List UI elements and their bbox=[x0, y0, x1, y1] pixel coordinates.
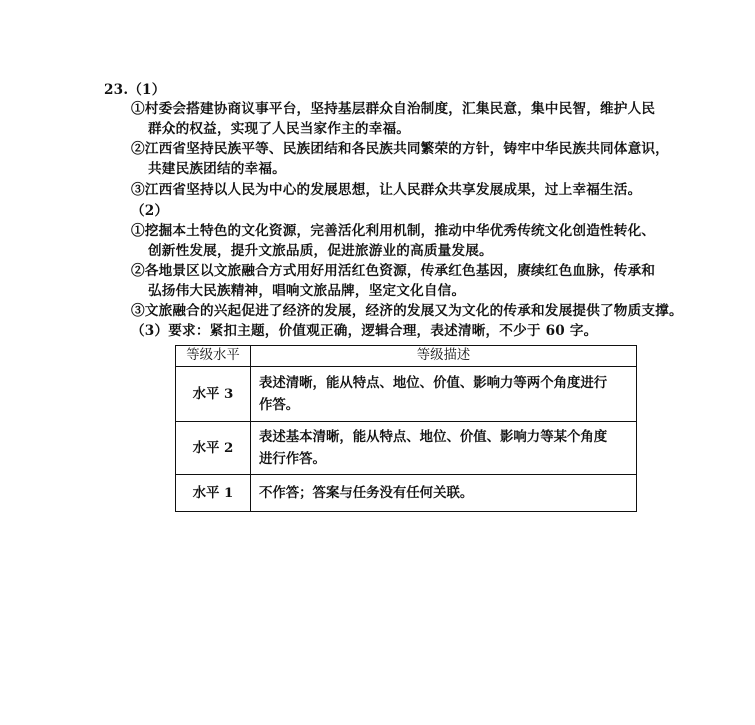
table-row bbox=[176, 422, 637, 475]
part1-item-2-line-2: 共建民族团结的幸福。 bbox=[148, 161, 286, 177]
question-header bbox=[104, 80, 166, 100]
description-line: 表述基本清晰，能从特点、地位、价值、影响力等某个角度 bbox=[259, 429, 608, 445]
header-description: 等级描述 bbox=[251, 346, 637, 367]
part2-item-1-line-2: 创新性发展，提升文旅品质，促进旅游业的高质量发展。 bbox=[148, 243, 493, 259]
part1-item-1-line-2: 群众的权益，实现了人民当家作主的幸福。 bbox=[148, 121, 411, 137]
header-level: 等级水平 bbox=[176, 346, 251, 367]
table-row bbox=[176, 367, 637, 422]
grading-table bbox=[175, 345, 637, 512]
level-cell: 水平 1 bbox=[176, 475, 251, 512]
part2-label: （2） bbox=[131, 203, 169, 219]
part2-item-2-line-1: ②各地景区以文旅融合方式用好用活红色资源，传承红色基因，赓续红色血脉，传承和 bbox=[131, 263, 656, 279]
part3-requirement: （3）要求：紧扣主题，价值观正确，逻辑合理，表述清晰，不少于 60 字。 bbox=[131, 323, 598, 339]
part1-item-1-line-1: ①村委会搭建协商议事平台，坚持基层群众自治制度，汇集民意，集中民智，维护人民 bbox=[131, 101, 656, 117]
part2-item-2-line-2: 弘扬伟大民族精神，唱响文旅品牌，坚定文化自信。 bbox=[148, 283, 466, 299]
description-line: 进行作答。 bbox=[259, 451, 326, 467]
table-row bbox=[176, 475, 637, 512]
description-line: 不作答；答案与任务没有任何关联。 bbox=[259, 485, 474, 501]
level-cell: 水平 3 bbox=[176, 367, 251, 422]
description-cell bbox=[251, 475, 637, 512]
description-line: 作答。 bbox=[259, 397, 300, 413]
part1-item-2-line-1: ②江西省坚持民族平等、民族团结和各民族共同繁荣的方针，铸牢中华民族共同体意识， bbox=[131, 141, 669, 157]
description-cell bbox=[251, 422, 637, 475]
description-line: 表述清晰，能从特点、地位、价值、影响力等两个角度进行 bbox=[259, 375, 608, 391]
part2-item-3-line-1: ③文旅融合的兴起促进了经济的发展，经济的发展又为文化的传承和发展提供了物质支撑。 bbox=[131, 303, 683, 319]
table-header-row bbox=[176, 346, 637, 367]
part1-label: （1） bbox=[128, 82, 166, 98]
part2-item-1-line-1: ①挖掘本土特色的文化资源，完善活化利用机制，推动中华优秀传统文化创造性转化、 bbox=[131, 223, 656, 239]
description-cell bbox=[251, 367, 637, 422]
level-cell: 水平 2 bbox=[176, 422, 251, 475]
question-number: 23. bbox=[104, 82, 129, 98]
part1-item-3-line-1: ③江西省坚持以人民为中心的发展思想，让人民群众共享发展成果，过上幸福生活。 bbox=[131, 182, 642, 198]
